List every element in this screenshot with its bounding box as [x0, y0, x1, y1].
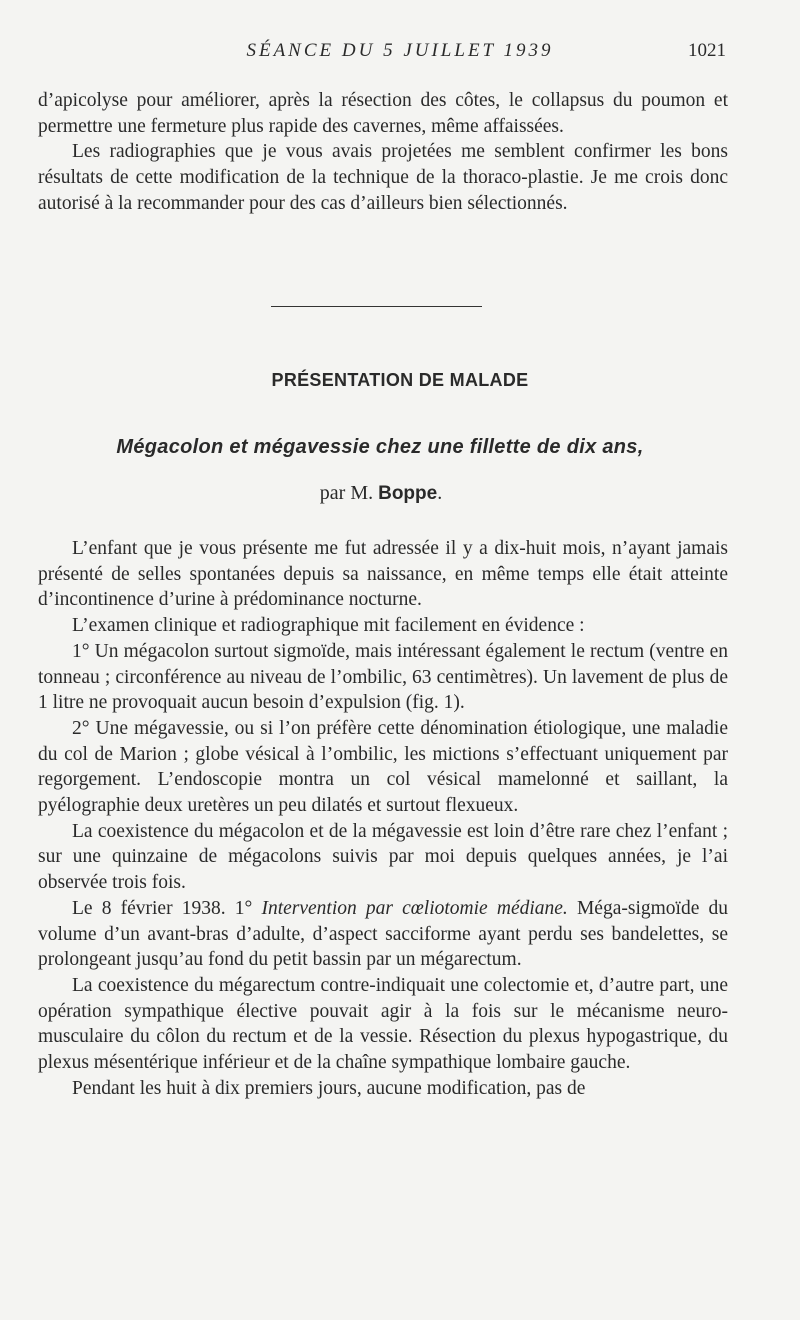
paragraph: La coexistence du mégacolon et de la mégavessie est loin d’être rare chez l’enfant ; sur une quinzaine de mégacolons suivis par moi depuis quelques années, je l’ai observée trois fois.: [38, 820, 728, 894]
running-head: [0, 38, 800, 68]
paragraph: Les radiographies que je vous avais projetées me semblent confirmer les bons résultats de cette modification de la technique de la thoraco-plastie. Je me crois donc autorisé à la recommander pour des cas d’ailleurs bien sélectionnés.: [38, 141, 728, 214]
paragraph: 2° Une mégavessie, ou si l’on préfère cette dénomination étiologique, une maladie du col de Marion ; globe vésical à l’ombilic, les mictions s’effectuant uniquement par regorgement. L’endoscopie montra un col vésical mamelonné et saillant, la pyélographie deux uretères un peu dilatés et surtout flexueux.: [38, 717, 728, 817]
continuation-text: [38, 88, 728, 217]
byline-prefix: par M.: [319, 482, 374, 504]
author-name: Boppe: [378, 483, 438, 504]
byline-suffix: .: [437, 482, 443, 504]
paragraph: Pendant les huit à dix premiers jours, aucune modification, pas de: [72, 1077, 586, 1099]
running-title: SÉANCE DU 5 JUILLET 1939: [246, 40, 554, 61]
intervention-text: Méga-sigmoïde du volume d’un avant-bras d’adulte, d’aspect sacciforme ayant perdu ses bandelettes, se prolongeant jusqu’au fond du petit bassin par un mégarectum.: [38, 897, 729, 971]
paragraph: 1° Un mégacolon surtout sigmoïde, mais intéressant également le rectum (ventre en tonneau ; circonférence au niveau de l’ombilic, 63 centimètres). Un lavement de plus de 1 litre ne provoquait aucun besoin d’expulsion (fig. 1).: [38, 640, 728, 714]
page-number: 1021: [688, 40, 726, 61]
byline: [0, 482, 762, 505]
intervention-date: Le 8 février 1938. 1°: [72, 897, 262, 919]
intervention-paragraph: [38, 896, 728, 973]
paragraph: La coexistence du mégarectum contre-indiquait une colectomie et, d’autre part, une opération sympathique élective pouvait agir à la fois sur le mécanisme neuro-musculaire du côlon du rectum et de la vessie. Résection du plexus hypogastrique, du plexus mésentérique inférieur et de la chaîne sympathique lombaire gauche.: [38, 974, 728, 1074]
section-divider: [271, 306, 482, 307]
paragraph: d’apicolyse pour améliorer, après la résection des côtes, le collapsus du poumon et permettre une fermeture plus rapide des cavernes, même affaissées.: [38, 90, 728, 137]
section-heading: PRÉSENTATION DE MALADE: [271, 370, 529, 390]
article-title: Mégacolon et mégavessie chez une fillette de dix ans,: [116, 436, 644, 458]
paragraph: L’enfant que je vous présente me fut adressée il y a dix-huit mois, n’ayant jamais présenté de selles spontanées depuis sa naissance, en même temps elle était atteinte d’incontinence d’urine à prédominance nocturne.: [38, 538, 728, 611]
paragraph: L’examen clinique et radiographique mit facilement en évidence :: [72, 615, 585, 637]
article-body: [38, 536, 728, 1101]
intervention-title: Intervention par cœliotomie médiane.: [261, 897, 568, 919]
